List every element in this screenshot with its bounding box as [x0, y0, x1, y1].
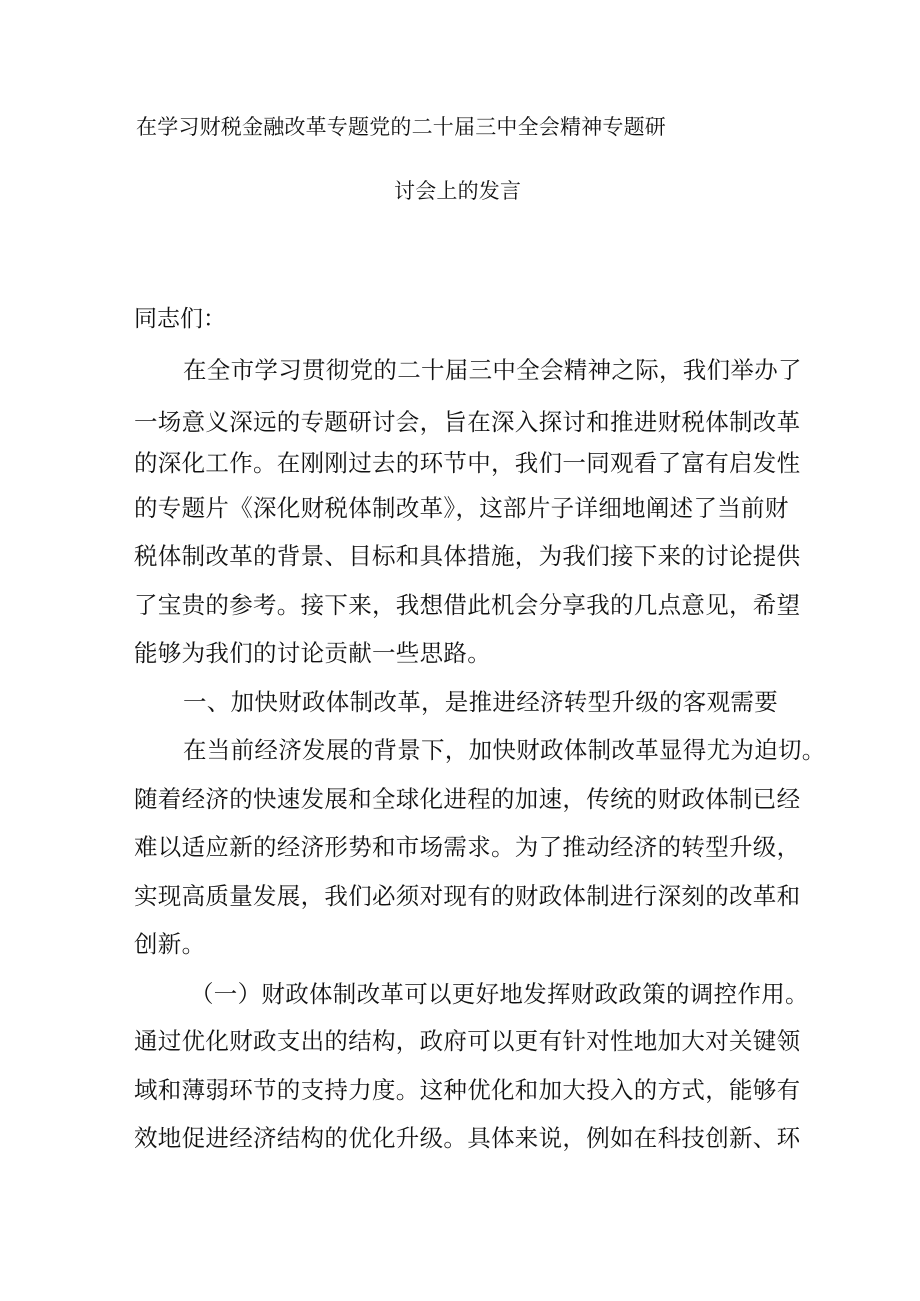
paragraph-line: 的深化工作。在刚刚过去的环节中，我们一同观看了富有启发性	[134, 449, 801, 477]
paragraph-line: 在当前经济发展的背景下，加快财政体制改革显得尤为迫切。	[183, 736, 826, 764]
paragraph-line: 域和薄弱环节的支持力度。这种优化和加大投入的方式，能够有	[134, 1076, 801, 1104]
section-heading: 一、加快财政体制改革，是推进经济转型升级的客观需要	[183, 688, 778, 716]
paragraph-line: 在全市学习贯彻党的二十届三中全会精神之际，我们举办了	[183, 356, 802, 384]
paragraph-line: 创新。	[134, 930, 206, 958]
paragraph-line: 实现高质量发展，我们必须对现有的财政体制进行深刻的改革和	[134, 882, 801, 910]
paragraph-line: 能够为我们的讨论贡献一些思路。	[134, 639, 491, 667]
title-line-2: 讨会上的发言	[394, 179, 522, 203]
paragraph-line: 税体制改革的背景、目标和具体措施，为我们接下来的讨论提供	[134, 542, 801, 570]
title-line-1: 在学习财税金融改革专题党的二十届三中全会精神专题研	[136, 115, 666, 139]
paragraph-line: 的专题片《深化财税体制改革》，这部片子详细地阐述了当前财	[134, 494, 789, 522]
paragraph-line: 难以适应新的经济形势和市场需求。为了推动经济的转型升级，	[134, 833, 801, 861]
paragraph-line: 一场意义深远的专题研讨会，旨在深入探讨和推进财税体制改革	[134, 408, 801, 436]
salutation: 同志们：	[134, 306, 226, 332]
paragraph-line: 了宝贵的参考。接下来，我想借此机会分享我的几点意见，希望	[134, 591, 801, 619]
paragraph-line: 随着经济的快速发展和全球化进程的加速，传统的财政体制已经	[134, 785, 801, 813]
paragraph-line: 通过优化财政支出的结构，政府可以更有针对性地加大对关键领	[134, 1027, 801, 1055]
subsection-heading: （一）财政体制改革可以更好地发挥财政政策的调控作用。	[190, 980, 809, 1008]
paragraph-line: 效地促进经济结构的优化升级。具体来说，例如在科技创新、环	[134, 1124, 801, 1152]
